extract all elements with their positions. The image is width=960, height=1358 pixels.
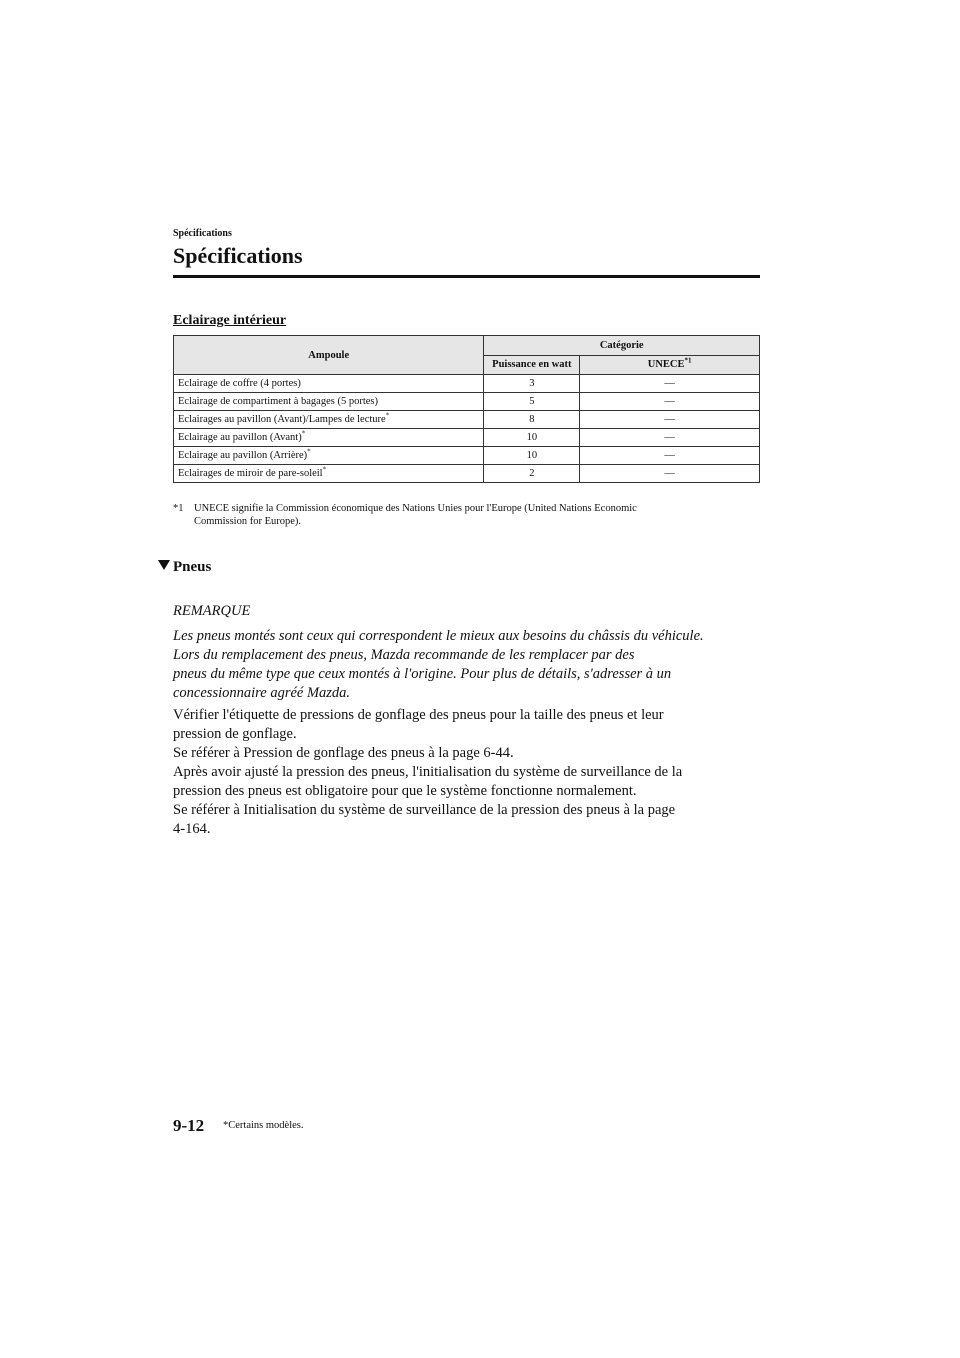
- row-label: Eclairage au pavillon (Arrière)*: [174, 447, 484, 465]
- table-row: [174, 447, 760, 465]
- column-header-ampoule: Ampoule: [174, 336, 484, 375]
- unece-footnote-ref: *1: [684, 356, 692, 365]
- row-unece: —: [580, 411, 760, 429]
- row-unece: —: [580, 393, 760, 411]
- row-label: Eclairage de coffre (4 portes): [174, 375, 484, 393]
- note-line: concessionnaire agréé Mazda.: [173, 685, 351, 701]
- section-title: Eclairage intérieur: [173, 313, 287, 328]
- pneus-body: [173, 706, 773, 839]
- body-line: Se référer à Pression de gonflage des pneus à la page 6-44.: [173, 745, 514, 761]
- footnote-mark: *1: [173, 503, 184, 514]
- row-unece: —: [580, 429, 760, 447]
- row-watt: 10: [484, 447, 580, 465]
- footer-note: *Certains modèles.: [223, 1120, 304, 1131]
- unece-label: UNECE: [647, 359, 685, 371]
- row-watt: 2: [484, 465, 580, 483]
- row-label: Eclairage de compartiment à bagages (5 portes): [174, 393, 484, 411]
- note-line: pneus du même type que ceux montés à l'origine. Pour plus de détails, s'adresser à un: [173, 666, 672, 682]
- row-label: Eclairage au pavillon (Avant)*: [174, 429, 484, 447]
- note-line: Lors du remplacement des pneus, Mazda recommande de les remplacer par des: [173, 647, 635, 663]
- body-line: pression des pneus est obligatoire pour que le système fonctionne normalement.: [173, 783, 637, 799]
- table-row: [174, 393, 760, 411]
- table-row: [174, 429, 760, 447]
- table-footnote: [173, 502, 763, 528]
- page-number: 9-12: [173, 1116, 205, 1135]
- footnote-line-1: UNECE signifie la Commission économique des Nations Unies pour l'Europe (United Nations Economic: [194, 503, 637, 514]
- footnote-line-2: Commission for Europe).: [194, 516, 302, 527]
- triangle-down-icon: [158, 560, 170, 570]
- row-label: Eclairages de miroir de pare-soleil*: [174, 465, 484, 483]
- row-unece: —: [580, 465, 760, 483]
- table-row: [174, 465, 760, 483]
- chapter-label: Spécifications: [173, 228, 232, 239]
- bulb-spec-table: [173, 335, 760, 483]
- body-line: Vérifier l'étiquette de pressions de gonflage des pneus pour la taille des pneus et leur: [173, 707, 664, 723]
- row-watt: 3: [484, 375, 580, 393]
- column-header-categorie: Catégorie: [484, 336, 760, 356]
- row-label: Eclairages au pavillon (Avant)/Lampes de lecture*: [174, 411, 484, 429]
- pneus-heading: [158, 559, 211, 576]
- column-header-unece: [580, 355, 760, 375]
- table-row: [174, 375, 760, 393]
- remarque-text: [173, 627, 773, 703]
- body-line: Après avoir ajusté la pression des pneus, l'initialisation du système de surveillance de la: [173, 764, 683, 780]
- row-unece: —: [580, 447, 760, 465]
- row-watt: 5: [484, 393, 580, 411]
- note-line: Les pneus montés sont ceux qui correspondent le mieux aux besoins du châssis du véhicule.: [173, 628, 704, 644]
- body-line: Se référer à Initialisation du système de surveillance de la pression des pneus à la page: [173, 802, 676, 818]
- row-watt: 8: [484, 411, 580, 429]
- remarque-label: REMARQUE: [173, 603, 251, 619]
- row-watt: 10: [484, 429, 580, 447]
- body-line: pression de gonflage.: [173, 726, 297, 742]
- table-row: [174, 411, 760, 429]
- page-title: Spécifications: [173, 243, 303, 268]
- row-unece: —: [580, 375, 760, 393]
- header-divider: [173, 275, 760, 278]
- body-line: 4-164.: [173, 821, 211, 837]
- column-header-puissance: Puissance en watt: [484, 355, 580, 375]
- pneus-title: Pneus: [173, 559, 212, 575]
